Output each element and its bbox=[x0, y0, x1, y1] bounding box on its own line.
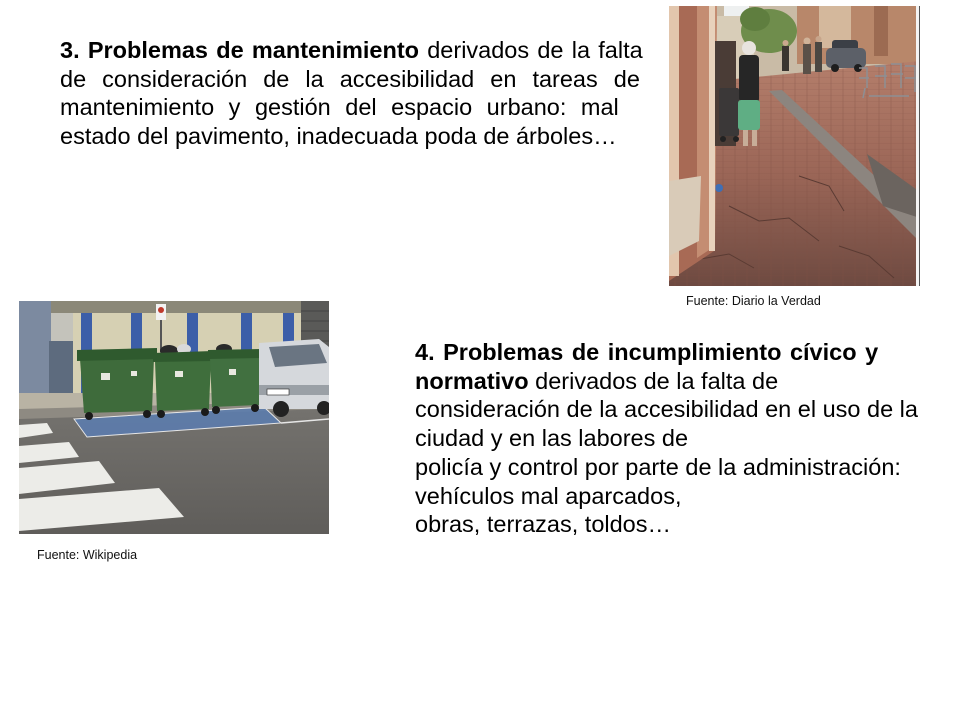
green-container-2 bbox=[153, 351, 213, 418]
section-3-line-4: estado del pavimento, inadecuada poda de árboles… bbox=[60, 123, 617, 150]
white-van bbox=[259, 339, 329, 417]
section-4-text bbox=[415, 338, 918, 539]
section-3-line-text: derivados de la falta bbox=[427, 37, 643, 63]
containers-photo-caption: Fuente: Wikipedia bbox=[37, 548, 138, 562]
shopping-cart bbox=[719, 88, 739, 142]
section-3-line-2: de consideración de la accesibilidad en tareas de bbox=[60, 65, 640, 92]
section-4-line-2 bbox=[415, 367, 918, 396]
section-4-line-3: consideración de la accesibilidad en el uso de la bbox=[415, 396, 918, 423]
street-photo bbox=[669, 6, 920, 286]
green-container-1 bbox=[77, 348, 157, 420]
section-3-line-1 bbox=[60, 36, 643, 65]
section-4-line-6: vehículos mal aparcados, bbox=[415, 482, 682, 509]
containers-photo bbox=[19, 301, 329, 534]
section-4-line-1 bbox=[415, 338, 918, 367]
section-3-line-3: mantenimiento y gestión del espacio urbano: mal bbox=[60, 94, 619, 121]
street-photo-caption: Fuente: Diario la Verdad bbox=[686, 294, 821, 308]
section-3-heading: 3. Problemas de mantenimiento bbox=[60, 37, 419, 63]
green-container-3 bbox=[208, 349, 263, 414]
section-4-heading-line-1: 4. Problemas de incumplimiento cívico y bbox=[415, 339, 879, 365]
section-4-line-7: obras, terrazas, toldos… bbox=[415, 511, 671, 538]
photo-edge-dark bbox=[919, 6, 920, 286]
section-4-line-4: ciudad y en las labores de bbox=[415, 425, 689, 452]
section-4-line-text: derivados de la falta de bbox=[535, 367, 779, 394]
photo-edge bbox=[916, 6, 919, 286]
section-3-text bbox=[60, 36, 643, 151]
section-4-heading-line-2: normativo bbox=[415, 367, 529, 394]
section-4-line-5: policía y control por parte de la administración: bbox=[415, 453, 901, 480]
